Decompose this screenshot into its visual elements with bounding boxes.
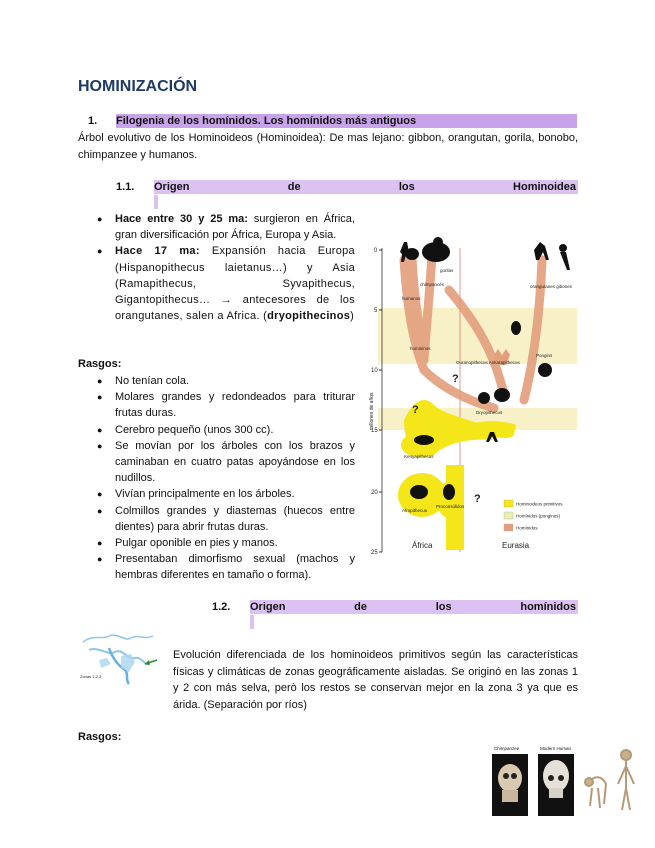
section-1-number: 1. (88, 115, 98, 127)
tick-label: 5 (374, 308, 378, 314)
gibbon-silhouette (559, 244, 567, 252)
rasgos-label: Rasgos: (78, 358, 122, 370)
section-1-1-heading (154, 180, 578, 194)
ouranopithecus-skull (478, 392, 490, 404)
tick-label: 10 (371, 368, 378, 374)
legend-label: Hominoideos primitivos (516, 501, 563, 507)
legend-swatch (504, 500, 513, 507)
primate-silhouette (511, 321, 521, 335)
label-africa: África (412, 541, 433, 550)
label-ouranopithecus: Ouranopithecus Ankarapithecus (456, 360, 520, 365)
label-orangutanes: orangutanes gibones (530, 284, 573, 289)
pongin-skull (538, 363, 552, 377)
heading-word: Origen (154, 181, 190, 193)
list-item: ● No tenían cola. (97, 373, 355, 389)
tick-label: 25 (371, 550, 378, 556)
section-1-2-number: 1.2. (212, 601, 231, 613)
label-kenyapithecus: Kenyapithecus (404, 454, 434, 459)
label-dryopithecus: Dryopithecus (476, 410, 503, 415)
list-item: ● Pulgar oponible en pies y manos. (97, 535, 355, 551)
heading-word: los (435, 601, 452, 613)
rasgos-list (97, 373, 355, 584)
question-mark: ? (474, 493, 481, 505)
kenyapithecus-jaw (414, 435, 434, 445)
chimp-silhouette (405, 248, 419, 260)
label-humanos: humanos (402, 296, 421, 301)
list-item: ● Hace 17 ma: Expansión hacia Europa (Hispanopithecus laietanus…) y Asia (Ramapithecus, Syvapithecus, Gigantopithecus… → antecesores de los orangutanes, salen a Africa. (dryopithecinos) (97, 243, 355, 324)
skull-label: Modern Human (540, 746, 572, 751)
question-mark: ? (452, 373, 459, 385)
dryopithecus-skull (494, 388, 510, 402)
proconsul-skull (443, 484, 455, 500)
section-1-1-bullets (97, 211, 355, 324)
section-1-2-heading (250, 600, 578, 614)
tick-label: 20 (371, 490, 378, 496)
section-1-heading: Filogenia de los homínidos. Los homínidos más antiguos (116, 114, 577, 128)
label-gorilas: gorilas (440, 268, 454, 273)
question-mark: ? (412, 404, 419, 416)
section-1-1-number: 1.1. (116, 181, 135, 193)
section-1-intro: Árbol evolutivo de los Hominoideos (Hominoidea): De mas lejano: gibbon, orangutan, gorila, bonobo, chimpanzee y humanos. (78, 132, 578, 161)
heading-word: Origen (250, 601, 286, 613)
label-chimpances: chimpancés (420, 282, 445, 287)
tick-label: 15 (371, 428, 378, 434)
map-label: Zonas 1,2,3 (80, 674, 102, 679)
label-afropithecus: Afropithecus (402, 508, 428, 513)
rasgos-label-2: Rasgos: (78, 731, 122, 743)
list-item: ● Colmillos grandes y diastemas (huecos entre dientes) para abrir frutas duras. (97, 503, 355, 535)
skull-label: Chimpanzee (494, 746, 520, 751)
heading-tick (154, 195, 158, 209)
legend-label: Homínidos (516, 525, 538, 531)
list-item: ● Hace entre 30 y 25 ma: surgieron en África, gran diversificación por África, Europa y Asia. (97, 211, 355, 243)
skulls-comparison-image (492, 744, 642, 818)
label-pongins: Pongins (536, 353, 553, 358)
label-proconsul: Proconsúlidos (436, 504, 465, 509)
tick-label: 0 (374, 248, 378, 254)
heading-word: de (287, 181, 301, 193)
heading-word: los (398, 181, 415, 193)
list-item: ● Cerebro pequeño (unos 300 cc). (97, 422, 355, 438)
skeletons-drawing (585, 750, 634, 810)
list-item: ● Vivían principalmente en los árboles. (97, 486, 355, 502)
label-homininos: homininos (410, 346, 431, 351)
label-eurasia: Eurasia (502, 541, 530, 550)
legend-swatch (504, 524, 513, 531)
hominoid-phylogeny-figure (364, 230, 577, 557)
legend-swatch (504, 512, 513, 519)
zones-map-image (79, 630, 161, 688)
heading-word: Hominoidea (513, 181, 576, 193)
list-item: ● Molares grandes y redondeados para triturar frutas duras. (97, 389, 355, 421)
heading-tick (250, 615, 254, 629)
section-1-2-text-top: Evolución diferenciada de los hominoideos primitivos según las características físicas y climáticas de zonas geográficamente aisladas. Se originó en las zonas 1 y 2 con más selva, però los restos se conservan mejor en la zona 3 ya que es árida. (Separación por ríos) (173, 649, 578, 711)
legend-label: Homínidos (pongines) (516, 513, 561, 519)
list-item: ● Presentaban dimorfismo sexual (machos y hembras diferentes en tamaño o forma). (97, 551, 355, 583)
afropithecus-skull (410, 485, 428, 499)
page-title: HOMINIZACIÓN (78, 78, 198, 95)
axis-label: millones de años (369, 392, 375, 430)
heading-word: homínidos (520, 601, 576, 613)
list-item: ● Se movían por los árboles con los brazos y caminaban en cuatro patas apoyándose en los nudillos. (97, 438, 355, 487)
heading-word: de (354, 601, 368, 613)
